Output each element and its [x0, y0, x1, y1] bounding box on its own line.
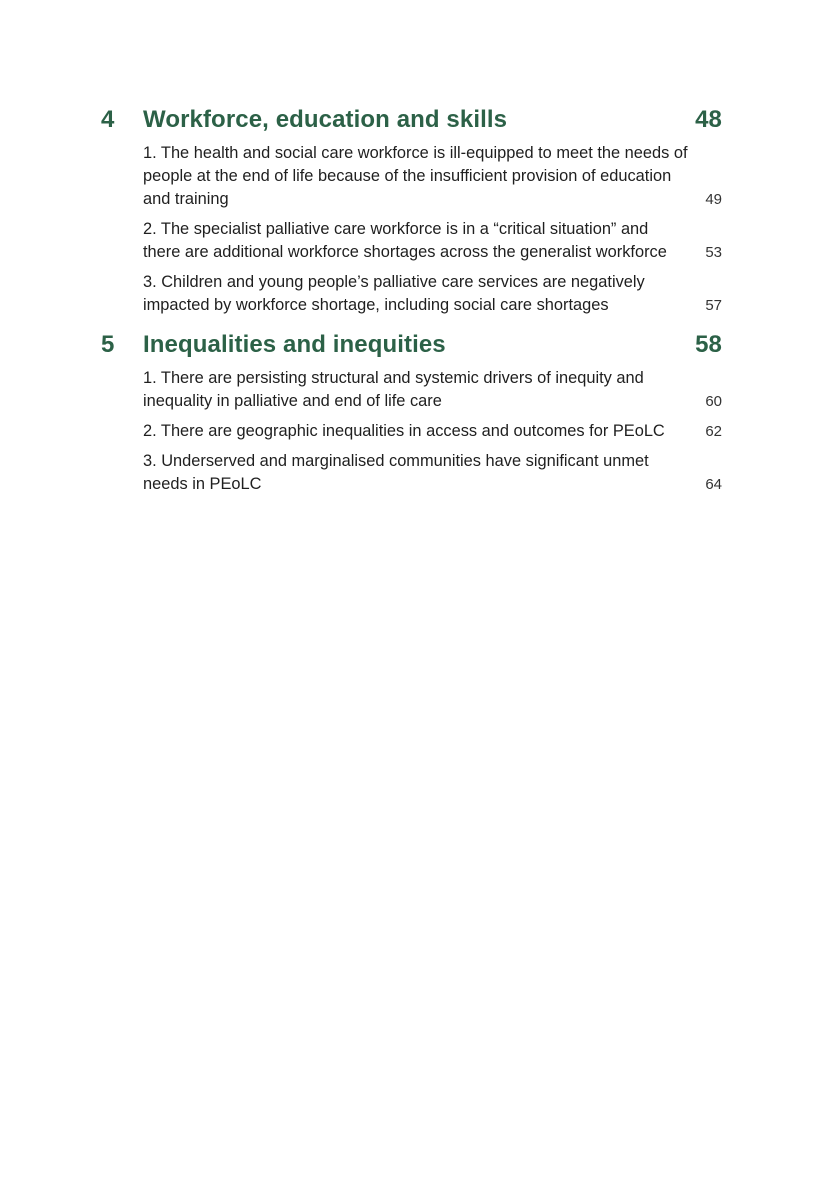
toc-section-4: [101, 106, 722, 317]
entry-page-number: 62: [705, 423, 722, 440]
toc-entry[interactable]: [143, 271, 722, 317]
section-heading[interactable]: [101, 331, 722, 365]
entry-text: 3. Underserved and marginalised communities have significant unmet needs in PEoLC: [143, 452, 649, 493]
section-number: 5: [101, 331, 115, 358]
entry-text: 2. There are geographic inequalities in access and outcomes for PEoLC: [143, 422, 665, 440]
entry-page-number: 60: [705, 393, 722, 410]
section-page-number: 48: [695, 106, 722, 133]
toc-section-5: [101, 331, 722, 496]
toc-entry[interactable]: [143, 142, 722, 211]
section-heading[interactable]: [101, 106, 722, 140]
section-page-number: 58: [695, 331, 722, 358]
section-title: Inequalities and inequities: [143, 331, 446, 358]
section-entries: [143, 142, 722, 317]
toc-entry[interactable]: [143, 420, 722, 443]
toc-entry[interactable]: [143, 450, 722, 496]
entry-page-number: 53: [705, 244, 722, 261]
entry-text: 1. There are persisting structural and systemic drivers of inequity and inequality in palliative and end of life care: [143, 369, 644, 410]
entry-page-number: 49: [705, 191, 722, 208]
section-entries: [143, 367, 722, 496]
toc-entry[interactable]: [143, 367, 722, 413]
entry-text: 3. Children and young people’s palliative care services are negatively impacted by workforce shortage, including social care shortages: [143, 273, 645, 314]
entry-text: 2. The specialist palliative care workforce is in a “critical situation” and there are additional workforce shortages across the generalist workforce: [143, 220, 667, 261]
toc-entry[interactable]: [143, 218, 722, 264]
entry-page-number: 64: [705, 476, 722, 493]
table-of-contents: [101, 106, 722, 510]
entry-text: 1. The health and social care workforce is ill-equipped to meet the needs of people at the end of life because of the insufficient provision of education and training: [143, 144, 688, 208]
section-number: 4: [101, 106, 115, 133]
entry-page-number: 57: [705, 297, 722, 314]
section-title: Workforce, education and skills: [143, 106, 508, 133]
